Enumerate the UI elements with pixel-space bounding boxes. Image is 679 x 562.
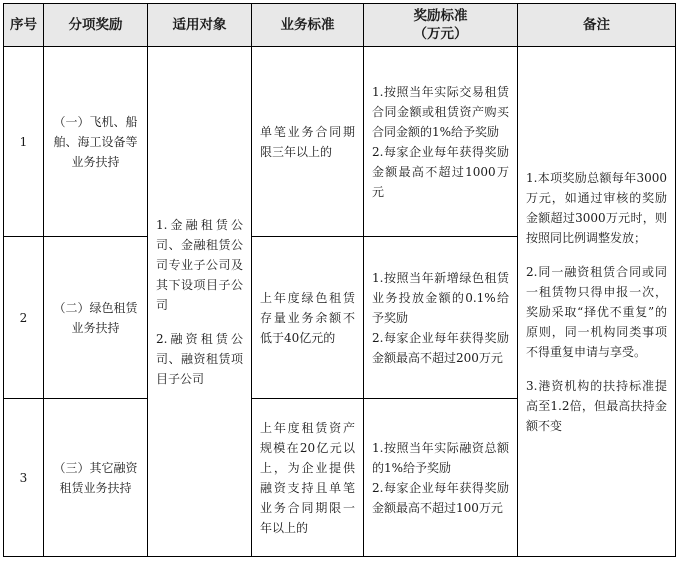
remarks-line-2: 2.同一融资租赁合同或同一租赁物只得申报一次，奖励采取“择优不重复”的原则，同一机构同类事项不得重复申请与享受。: [526, 264, 667, 359]
header-reward-standard: [364, 4, 518, 47]
row-seq: 1: [4, 47, 44, 237]
reward-line: 2.每家企业每年获得奖励金额最高不超过200万元: [372, 330, 509, 365]
row-category: （二）绿色租赁业务扶持: [53, 300, 138, 335]
reward-line: 1.按照当年实际交易租赁合同金额或租赁资产购买合同金额的1%给予奖励: [372, 84, 509, 139]
reward-line: 1.按照当年新增绿色租赁业务投放金额的0.1%给予奖励: [372, 270, 509, 325]
header-category: 分项奖励: [44, 4, 148, 47]
header-seq: 序号: [4, 4, 44, 47]
row-business-standard: 上年度绿色租赁存量业务余额不低于40亿元的: [260, 290, 355, 345]
row-business-standard: 上年度租赁资产规模在20亿元以上，为企业提供融资支持且单笔业务合同期限一年以上的: [260, 420, 355, 535]
row-business-standard-cell: [252, 47, 364, 237]
target-cell: [148, 47, 252, 557]
remarks-line-3: 3.港资机构的扶持标准提高至1.2倍，但最高扶持金额不变: [526, 378, 667, 433]
target-line-2: 2.融资租赁公司、融资租赁项目子公司: [156, 331, 243, 386]
row-category: （一）飞机、船舶、海工设备等业务扶持: [53, 114, 138, 169]
reward-line: 2.每家企业每年获得奖励金额最高不超过100万元: [372, 480, 509, 515]
header-row: [4, 4, 676, 47]
row-category-cell: [44, 47, 148, 237]
row-business-standard-cell: [252, 237, 364, 399]
reward-line: 1.按照当年实际融资总额的1%给予奖励: [372, 440, 509, 475]
header-business-standard: 业务标准: [252, 4, 364, 47]
row-seq: 2: [4, 237, 44, 399]
row-category-cell: [44, 399, 148, 557]
row-category: （三）其它融资租赁业务扶持: [53, 460, 138, 495]
remarks-cell: [518, 47, 676, 557]
header-reward-unit: （万元）: [413, 26, 468, 42]
table-row: [4, 47, 676, 237]
row-business-standard-cell: [252, 399, 364, 557]
reward-line: 2.每家企业每年获得奖励金额最高不超过1000万元: [372, 144, 509, 199]
row-reward-cell: [364, 47, 518, 237]
row-reward-cell: [364, 237, 518, 399]
header-remarks: 备注: [518, 4, 676, 47]
header-target: 适用对象: [148, 4, 252, 47]
row-category-cell: [44, 237, 148, 399]
header-reward-title: 奖励标准: [413, 8, 468, 24]
reward-table: [3, 3, 676, 557]
row-seq: 3: [4, 399, 44, 557]
remarks-line-1: 1.本项奖励总额每年3000万元，如通过审核的奖励金额超过3000万元时，则按照同比例调整发放；: [526, 170, 667, 245]
row-reward-cell: [364, 399, 518, 557]
target-line-1: 1.金融租赁公司、金融租赁公司专业子公司及其下设项目子公司: [156, 217, 243, 312]
row-business-standard: 单笔业务合同期限三年以上的: [260, 124, 355, 159]
